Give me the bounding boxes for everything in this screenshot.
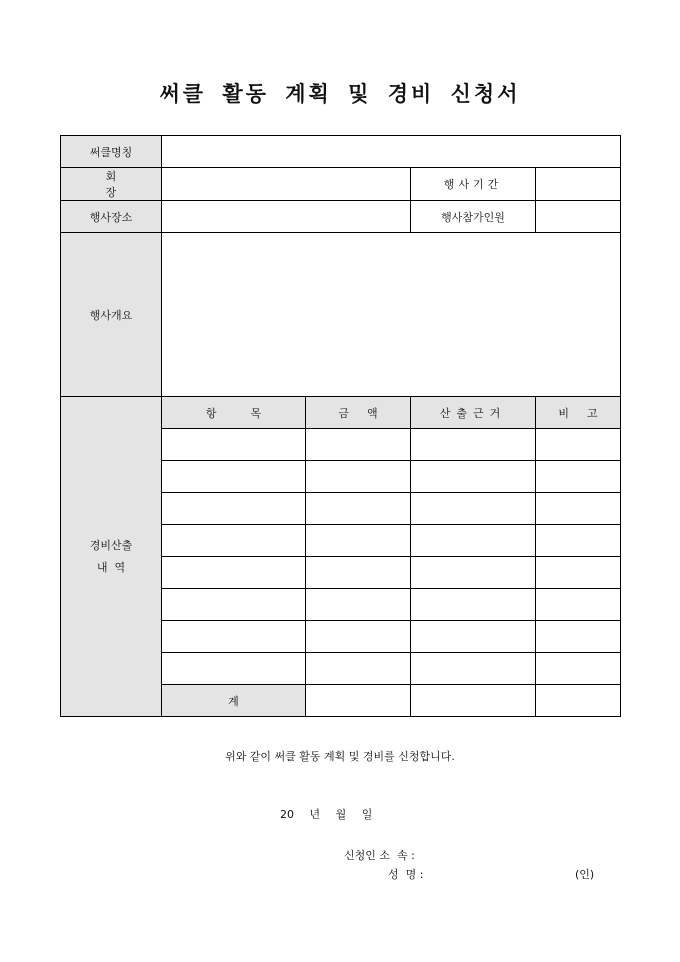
- amount-cell[interactable]: [306, 653, 411, 685]
- name-label: 성 명 :: [388, 868, 424, 881]
- amount-cell[interactable]: [306, 429, 411, 461]
- basis-cell[interactable]: [411, 653, 536, 685]
- amount-cell[interactable]: [306, 493, 411, 525]
- document-title: 써클 활동 계획 및 경비 신청서: [159, 81, 521, 106]
- circle-name-label: 써클명칭: [61, 136, 162, 168]
- item-header: 항목: [162, 397, 306, 429]
- total-basis-cell[interactable]: [411, 685, 536, 717]
- amount-cell[interactable]: [306, 557, 411, 589]
- application-statement: 위와 같이 써클 활동 계획 및 경비를 신청합니다.: [225, 750, 455, 763]
- item-cell[interactable]: [162, 493, 306, 525]
- remarks-header: 비고: [536, 397, 621, 429]
- item-cell[interactable]: [162, 621, 306, 653]
- total-amount-cell[interactable]: [306, 685, 411, 717]
- remarks-cell[interactable]: [536, 493, 621, 525]
- basis-cell[interactable]: [411, 461, 536, 493]
- amount-header: 금액: [306, 397, 411, 429]
- seal-mark: (인): [575, 868, 595, 881]
- president-field[interactable]: [162, 168, 411, 201]
- applicant-name-row: [388, 866, 423, 882]
- amount-cell[interactable]: [306, 525, 411, 557]
- event-period-field[interactable]: [536, 168, 621, 201]
- application-form: [60, 135, 621, 717]
- participants-label: 행사참가인원: [411, 201, 536, 233]
- basis-header: 산출근거: [411, 397, 536, 429]
- expense-detail-label-line2: 내 역: [96, 560, 126, 574]
- item-cell[interactable]: [162, 525, 306, 557]
- date-line: 20 년 월 일: [280, 808, 373, 821]
- item-cell[interactable]: [162, 653, 306, 685]
- basis-cell[interactable]: [411, 557, 536, 589]
- remarks-cell[interactable]: [536, 525, 621, 557]
- amount-cell[interactable]: [306, 589, 411, 621]
- item-cell[interactable]: [162, 429, 306, 461]
- item-cell[interactable]: [162, 461, 306, 493]
- event-summary-field[interactable]: [162, 233, 621, 397]
- circle-name-field[interactable]: [162, 136, 621, 168]
- basis-cell[interactable]: [411, 589, 536, 621]
- amount-cell[interactable]: [306, 461, 411, 493]
- basis-cell[interactable]: [411, 429, 536, 461]
- amount-cell[interactable]: [306, 621, 411, 653]
- event-summary-label: 행사개요: [61, 233, 162, 397]
- total-label: 계: [162, 685, 306, 717]
- remarks-cell[interactable]: [536, 429, 621, 461]
- applicant-label: 신청인: [344, 849, 376, 862]
- president-label: 회 장: [61, 168, 162, 201]
- event-place-field[interactable]: [162, 201, 411, 233]
- item-cell[interactable]: [162, 557, 306, 589]
- remarks-cell[interactable]: [536, 621, 621, 653]
- expense-detail-label-line1: 경비산출: [89, 538, 133, 552]
- expense-detail-label: [61, 397, 162, 717]
- event-period-label: 행사기간: [411, 168, 536, 201]
- remarks-cell[interactable]: [536, 557, 621, 589]
- event-place-label: 행사장소: [61, 201, 162, 233]
- participants-field[interactable]: [536, 201, 621, 233]
- basis-cell[interactable]: [411, 493, 536, 525]
- remarks-cell[interactable]: [536, 653, 621, 685]
- basis-cell[interactable]: [411, 621, 536, 653]
- remarks-cell[interactable]: [536, 461, 621, 493]
- total-remarks-cell[interactable]: [536, 685, 621, 717]
- affiliation-label: 소 속 :: [379, 849, 415, 862]
- basis-cell[interactable]: [411, 525, 536, 557]
- remarks-cell[interactable]: [536, 589, 621, 621]
- applicant-affiliation-row: [344, 847, 415, 863]
- item-cell[interactable]: [162, 589, 306, 621]
